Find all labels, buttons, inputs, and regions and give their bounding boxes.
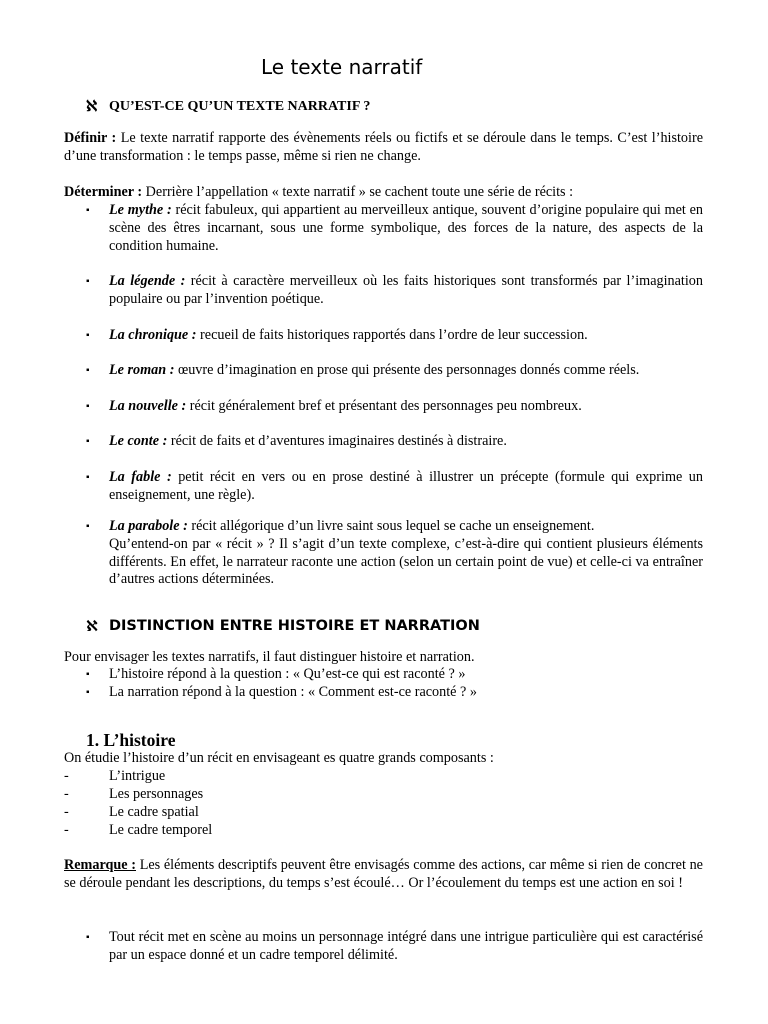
section-heading-text: DISTINCTION ENTRE HISTOIRE ET NARRATION: [109, 618, 480, 634]
genre-term: La nouvelle :: [109, 398, 187, 414]
composant-text: L’intrigue: [109, 768, 166, 784]
genre-definition: recueil de faits historiques rapportés dans l’ordre de leur succession.: [196, 327, 588, 343]
definir-paragraph: [64, 130, 703, 166]
subsection-number: 1.: [86, 730, 100, 750]
list-item: [86, 362, 703, 380]
genre-term: Le mythe :: [109, 202, 172, 218]
section-heading-text: QU’EST-CE QU’UN TEXTE NARRATIF ?: [109, 98, 371, 114]
genre-definition: œuvre d’imagination en prose qui présente des personnages donnés comme réels.: [174, 362, 640, 378]
composant-text: Les personnages: [109, 786, 204, 802]
genre-definition: récit de faits et d’aventures imaginaires destinés à distraire.: [167, 433, 507, 449]
genre-definition: récit allégorique d’un livre saint sous lequel se cache un enseignement.: [187, 518, 595, 534]
distinction-intro: Pour envisager les textes narratifs, il faut distinguer histoire et narration.: [64, 649, 475, 665]
alef-bullet-icon: ℵ: [86, 617, 98, 635]
distinction-item: La narration répond à la question : « Comment est-ce raconté ? »: [109, 684, 477, 700]
remarque-text: Les éléments descriptifs peuvent être envisagés comme des actions, car même si rien de concret ne se déroule pendant les descriptions, du temps s’est écoulé… Or l’écoulement du temps est une action en soi !: [64, 857, 703, 891]
genre-term: Le conte :: [109, 433, 168, 449]
subsection-heading: [86, 730, 175, 751]
square-bullet-icon: ▪: [86, 401, 90, 412]
square-bullet-icon: ▪: [86, 330, 90, 341]
square-bullet-icon: ▪: [86, 205, 90, 216]
distinction-item: L’histoire répond à la question : « Qu’est-ce qui est raconté ? »: [109, 666, 466, 682]
list-item: [86, 433, 703, 451]
dash-marker: -: [64, 768, 69, 784]
dash-marker: -: [64, 822, 69, 838]
parabole-extra-text: Qu’entend-on par « récit » ? Il s’agit d’un texte complexe, c’est-à-dire qui contient plusieurs éléments différents. En effet, le narrateur raconte une action (selon un certain point de vue) et celle-ci va entraîner d’autres actions déterminées.: [109, 535, 703, 588]
composant-text: Le cadre temporel: [109, 822, 213, 838]
square-bullet-icon: ▪: [86, 932, 90, 943]
square-bullet-icon: ▪: [86, 436, 90, 447]
list-item: [64, 786, 203, 804]
alef-bullet-icon: ℵ: [86, 99, 98, 115]
section-heading-1: [86, 97, 370, 116]
list-item: [64, 822, 212, 840]
square-bullet-icon: ▪: [86, 669, 90, 680]
list-item: [86, 469, 703, 505]
genre-term: La chronique :: [109, 327, 197, 343]
genre-definition: récit à caractère merveilleux où les faits historiques sont transformés par l’imagination populaire ou par l’invention poétique.: [109, 273, 703, 307]
list-item: [86, 684, 703, 702]
genre-definition: récit fabuleux, qui appartient au merveilleux antique, souvent d’origine populaire qui met en scène des êtres incarnant, sous une forme symbolique, des forces de la nature, des aspects de la condition humaine.: [109, 202, 703, 254]
list-item: [86, 327, 703, 345]
determiner-paragraph: [64, 184, 703, 202]
page-title: Le texte narratif: [261, 55, 423, 79]
definir-text: Le texte narratif rapporte des évènements réels ou fictifs et se déroule dans le temps. C’est l’histoire d’une transformation : le temps passe, même si rien ne change.: [64, 130, 703, 164]
list-item: [64, 768, 165, 786]
list-item: [86, 666, 703, 684]
genre-term: La légende :: [109, 273, 186, 289]
remarque-paragraph: [64, 857, 703, 893]
dash-marker: -: [64, 804, 69, 820]
list-item: [86, 518, 703, 589]
genre-term: La fable :: [109, 469, 172, 485]
square-bullet-icon: ▪: [86, 521, 90, 532]
genre-definition: petit récit en vers ou en prose destiné à illustrer un précepte (formule qui exprime un enseignement, une règle).: [109, 469, 703, 503]
list-item: [86, 398, 703, 416]
genre-term: Le roman :: [109, 362, 175, 378]
definir-label: Définir :: [64, 130, 117, 146]
genre-definition: récit généralement bref et présentant des personnages peu nombreux.: [186, 398, 582, 414]
subsection-title: L’histoire: [103, 730, 176, 750]
determiner-text: Derrière l’appellation « texte narratif » se cachent toute une série de récits :: [142, 184, 574, 200]
composant-text: Le cadre spatial: [109, 804, 199, 820]
square-bullet-icon: ▪: [86, 472, 90, 483]
section-heading-2: [86, 617, 480, 635]
list-item: [86, 202, 703, 255]
list-item: [86, 273, 703, 309]
list-item: [64, 804, 199, 822]
remarque-label: Remarque :: [64, 857, 136, 873]
determiner-label: Déterminer :: [64, 184, 143, 200]
square-bullet-icon: ▪: [86, 365, 90, 376]
list-item: [86, 929, 703, 965]
final-item-text: Tout récit met en scène au moins un personnage intégré dans une intrigue particulière qui est caractérisé par un espace donné et un cadre temporel délimité.: [109, 929, 703, 963]
histoire-intro: On étudie l’histoire d’un récit en envisageant es quatre grands composants :: [64, 750, 494, 766]
square-bullet-icon: ▪: [86, 276, 90, 287]
genre-term: La parabole :: [109, 518, 188, 534]
dash-marker: -: [64, 786, 69, 802]
square-bullet-icon: ▪: [86, 687, 90, 698]
